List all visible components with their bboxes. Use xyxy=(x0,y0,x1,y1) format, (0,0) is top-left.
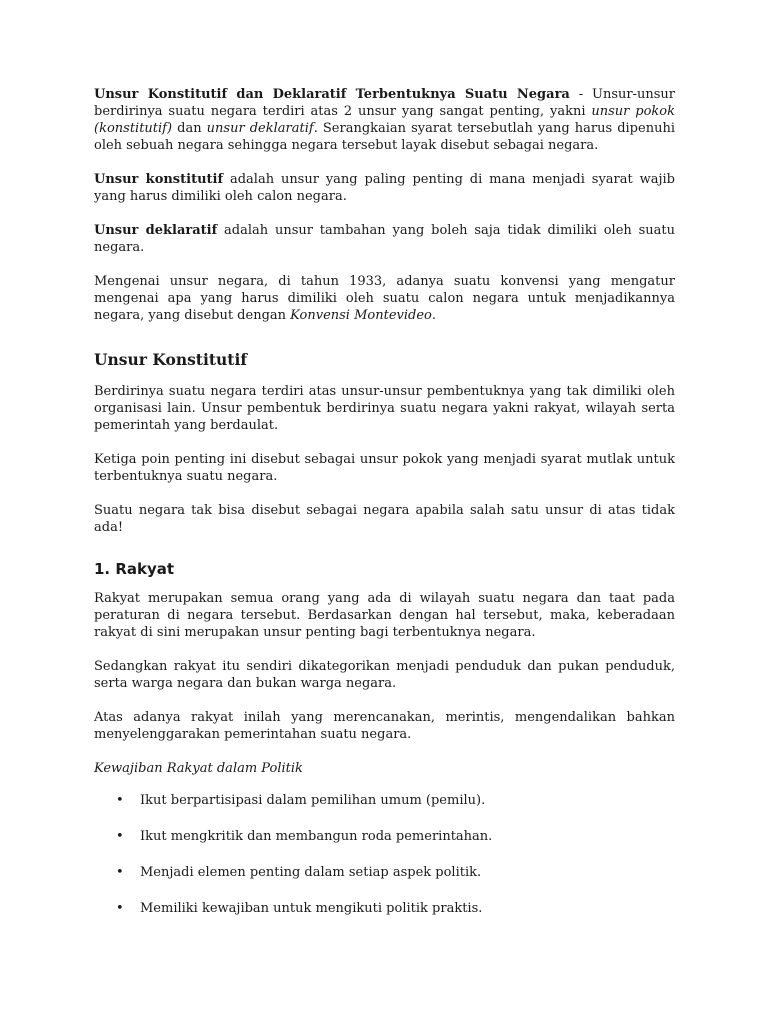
konstitutif-term: Unsur konstitutif xyxy=(94,172,224,187)
list-item-text: Menjadi elemen penting dalam setiap aspek politik. xyxy=(140,865,482,880)
list-item-text: Memiliki kewajiban untuk mengikuti politik praktis. xyxy=(140,901,483,916)
list-item xyxy=(94,864,675,881)
intro-paragraph xyxy=(94,86,675,154)
deklaratif-text: adalah unsur tambahan yang boleh saja tidak dimiliki oleh suatu negara. xyxy=(94,223,675,255)
deklaratif-term: Unsur deklaratif xyxy=(94,223,218,238)
list-item-text: Ikut berpartisipasi dalam pemilihan umum (pemilu). xyxy=(140,793,486,808)
montevideo-emphasis: Konvensi Montevideo xyxy=(290,308,432,323)
rakyat-paragraph-3: Atas adanya rakyat inilah yang merencanakan, merintis, mengendalikan bahkan menyelenggarakan pemerintahan suatu negara. xyxy=(94,710,675,742)
list-item xyxy=(94,828,675,845)
deklaratif-definition xyxy=(94,222,675,256)
section-paragraph-2: Ketiga poin penting ini disebut sebagai unsur pokok yang menjadi syarat mutlak untuk terbentuknya suatu negara. xyxy=(94,452,675,484)
konstitutif-definition xyxy=(94,171,675,205)
rakyat-heading: 1. Rakyat xyxy=(94,560,175,578)
intro-emphasis-2: unsur deklaratif xyxy=(206,121,314,136)
intro-text-2: dan xyxy=(172,121,207,136)
montevideo-paragraph xyxy=(94,273,675,324)
bullet-icon: • xyxy=(116,865,124,880)
list-item xyxy=(94,900,675,917)
rakyat-paragraph-1: Rakyat merupakan semua orang yang ada di wilayah suatu negara dan taat pada peraturan di negara tersebut. Berdasarkan dengan hal tersebut, maka, keberadaan rakyat di sini merupakan unsur penting bagi terbentuknya negara. xyxy=(94,591,675,640)
section-paragraph-1: Berdirinya suatu negara terdiri atas unsur-unsur pembentuknya yang tak dimiliki oleh organisasi lain. Unsur pembentuk berdirinya suatu negara yakni rakyat, wilayah serta pemerintah yang berdaulat. xyxy=(94,384,675,433)
intro-title: Unsur Konstitutif dan Deklaratif Terbentuknya Suatu Negara xyxy=(94,87,570,102)
montevideo-text: Mengenai unsur negara, di tahun 1933, adanya suatu konvensi yang mengatur mengenai apa yang harus dimiliki oleh suatu calon negara untuk menjadikannya negara, yang disebut dengan xyxy=(94,274,675,323)
bullet-icon: • xyxy=(116,901,124,916)
section-paragraph-3: Suatu negara tak bisa disebut sebagai negara apabila salah satu unsur di atas tidak ada! xyxy=(94,503,675,535)
list-item xyxy=(94,792,675,809)
bullet-icon: • xyxy=(116,829,124,844)
konstitutif-text: adalah unsur yang paling penting di mana menjadi syarat wajib yang harus dimiliki oleh calon negara. xyxy=(94,172,675,204)
montevideo-end: . xyxy=(431,308,437,323)
rakyat-subheading xyxy=(94,760,675,777)
obligations-list xyxy=(94,792,675,917)
bullet-icon: • xyxy=(116,793,124,808)
intro-text-3: . Serangkaian syarat tersebutlah yang harus dipenuhi oleh sebuah negara sehingga negara tersebut layak disebut sebagai negara. xyxy=(94,121,675,153)
intro-emphasis-1: unsur pokok (konstitutif) xyxy=(94,104,675,136)
section-heading: Unsur Konstitutif xyxy=(94,350,248,369)
rakyat-subheading-text: Kewajiban Rakyat dalam Politik xyxy=(94,761,303,776)
rakyat-paragraph-2: Sedangkan rakyat itu sendiri dikategorikan menjadi penduduk dan pukan penduduk, serta warga negara dan bukan warga negara. xyxy=(94,659,675,691)
intro-text-1: - Unsur-unsur berdirinya suatu negara terdiri atas 2 unsur yang sangat penting, yakni xyxy=(94,87,675,119)
document-body xyxy=(94,86,675,917)
list-item-text: Ikut mengkritik dan membangun roda pemerintahan. xyxy=(140,829,493,844)
